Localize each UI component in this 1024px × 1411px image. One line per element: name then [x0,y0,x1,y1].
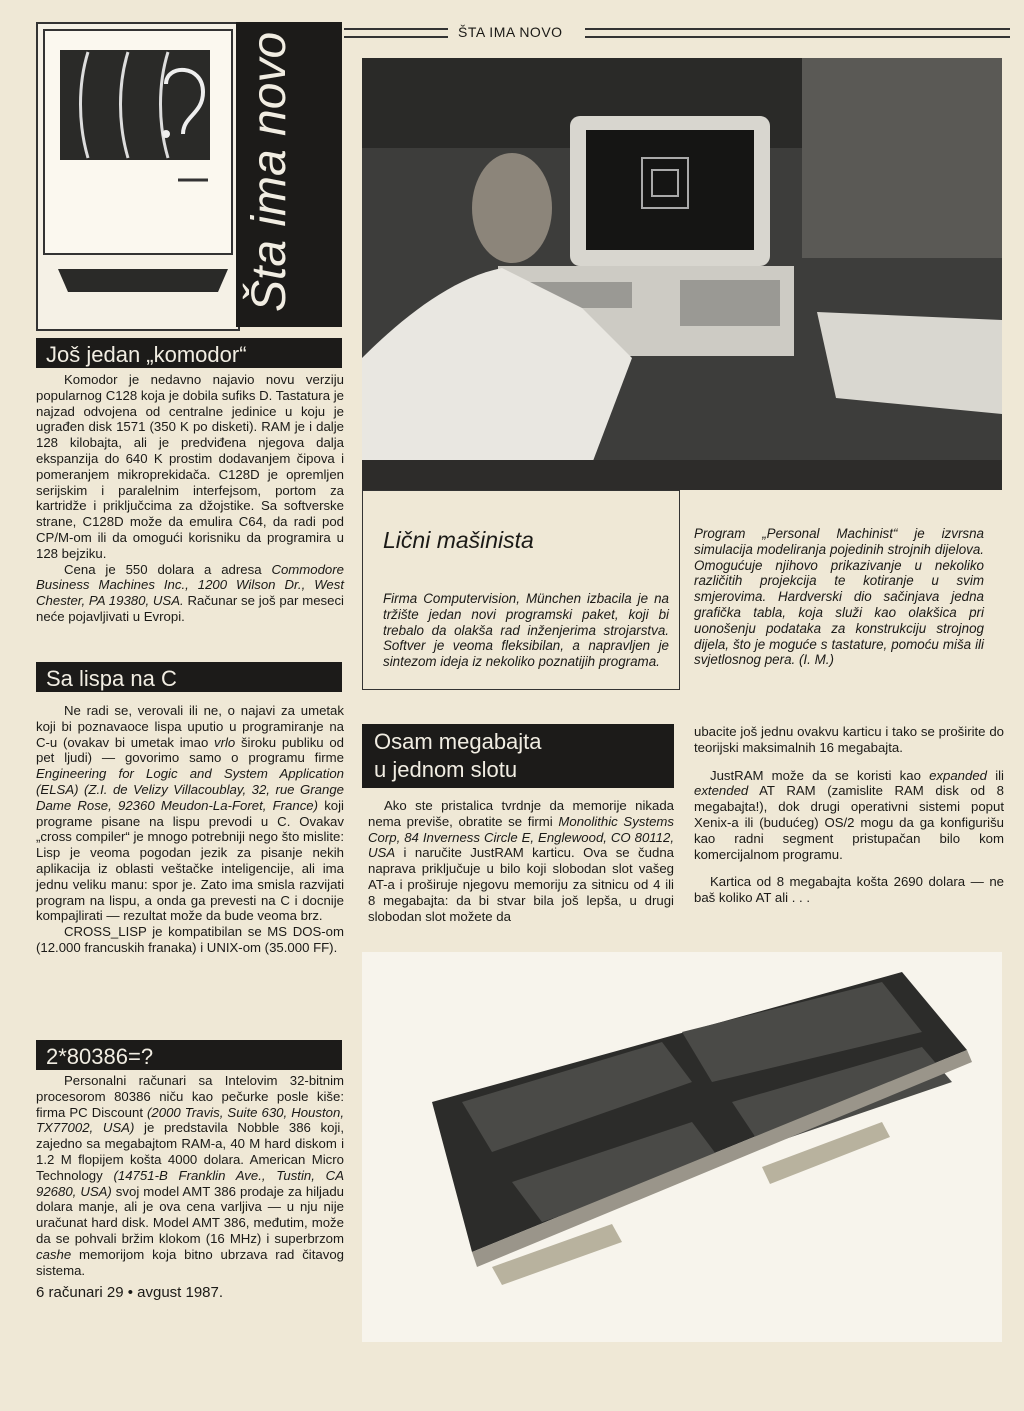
header-rule-left [344,28,448,38]
engineer-at-cad-terminal-image [362,58,1002,490]
machinist-left-text: Firma Computervision, München izbacila je na tržište jedan novi programski paket, koji bi trebalo da olakša rad inženjerima strojarstva. Softver je veoma fleksibilan, a napravljen je sintezom ideja iz nekoliko poznatijih programa. [383,591,669,670]
komodor-title: Još jedan „komodor“ [46,342,247,367]
computer-ear-icon [38,24,238,329]
machinist-caption-box [362,490,680,690]
komodor-body [36,372,344,625]
machinist-right-text: Program „Personal Machinist“ je izvrsna simulacija modeliranja pojedinih strojnih dijelova. Omogućuje njihovo prikazivanje u nekoliko različitih projekcija te kotiranje u svim smjerovima. Hardverski dio sačinjava jedna grafička tabla, koja služi kao olakšica pri uonošenju podataka za konstrukciju strojnog dijela, što je moguće s tastature, pomoću miša ili svjetlosnog pera. (I. M.) [694,526,984,668]
justram-title-line-2: u jednom slotu [374,757,518,782]
cpu386-title: 2*80386=? [46,1044,154,1069]
justram-heading [362,724,674,788]
computer-logo-illustration [36,22,240,331]
memory-card-photo [362,952,1002,1342]
lisp-paragraph: Ne radi se, verovali ili ne, o najavi za umetak koji bi poznavaoce lispa uputio u programiranje na C-u (ovakav bi umetak imao vrlo široku publiku od pet ljudi) — govorimo samo o programu firme Engineering for Logic and System Application (ELSA) (Z.I. de Velizy Villacoublay, 32, rue Grange Dame Rose, 92360 Meudon-La-Foret, France) koji programe pisane na lispu prevodi u C. Ovakav „cross compiler“ je mnogo potrebniji nego što mislite: Lisp je veoma pogodan jezik za pisanje nekih aplikacija iz oblasti veštačke inteligencije, ali ima jednu veliku manu: spor je. Zato ima smisla razvijati program na lispu, a onda ga prevesti na C i docnije kompajlirati — rezultat može da bude veoma brz. [36,703,344,924]
cpu386-paragraph: Personalni računari sa Intelovim 32-bitnim procesorom 80386 niču kao pečurke posle kiše: firma PC Discount (2000 Travis, Suite 630, Houston, TX77002, USA) je predstavila Nobble 386 koji, zajedno sa megabajtom RAM-a, 40 M hard diskom i 1.2 M flopijem košta 4000 dolara. American Micro Technology (14751-B Franklin Ave., Tustin, CA 92680, USA) svoj model AMT 386 prodaje za hiljadu dolara manje, ali je ova cena varljiva — u nju nije uračunat hard disk. Model AMT 386, međutim, može da se pohvali bržim klokom (16 MHz) i superbrzom cashe memorijom koja bitno ubrzava rad čitavog sistema. [36,1073,345,1278]
header-rule-right [585,28,1010,38]
cpu386-heading [36,1040,342,1070]
running-title: ŠTA IMA NOVO [452,24,569,40]
justram-body-right [694,724,1004,906]
justram-paragraph-2: ubacite još jednu ovakvu karticu i tako se proširite do teorijski maksimalnih 16 megabajta. [694,724,1004,755]
lisp-heading [36,662,342,692]
lisp-paragraph-compat: CROSS_LISP je kompatibilan se MS DOS-om (12.000 francuskih franaka) i UNIX-om (35.000 FF). [36,924,344,955]
page-folio: 6 računari 29 • avgust 1987. [36,1284,224,1301]
section-banner-title: Šta ima novo [243,31,296,312]
lisp-title: Sa lispa na C [46,666,177,691]
workstation-photo [362,58,1002,490]
ram-expansion-card-image [362,952,1002,1342]
justram-paragraph-4: Kartica od 8 megabajta košta 2690 dolara — ne baš koliko AT ali . . . [694,874,1004,906]
komodor-paragraph-price: Cena je 550 dolara a adresa Commodore Business Machines Inc., 1200 Wilson Dr., West Chester, PA 19380, USA. Računar se još par meseci neće pojavljivati u Evropi. [36,561,344,624]
cpu386-body [36,1073,344,1278]
komodor-heading [36,338,342,368]
justram-body-left [368,798,674,924]
justram-paragraph-3: JustRAM može da se koristi kao expanded ili extended AT RAM (zamislite RAM disk od 8 megabajta!), dok drugi operativni sistemi poput Xenix-a ili (budućeg) OS/2 mogu da ga konfigurišu kao radni segment pristupačan bilo kom komercijalnom programu. [694,767,1004,862]
justram-title-line-1: Osam megabajta [374,729,542,754]
machinist-title: Lični mašinista [383,527,534,553]
section-banner [236,22,342,327]
lisp-body [36,703,344,956]
komodor-paragraph: Komodor je nedavno najavio novu verziju popularnog C128 koja je dobila sufiks D. Tastatura je najzad odvojena od centralne jedinice u koju je ugrađen disk 1571 (350 K po disketi). RAM je i dalje 128 kilobajta, ali je predviđena njegova dalja ekspanzija do 640 K prostim dodavanjem čipova i pomeranjem mikroprekidača. C128D je opremljen serijskim i paralelnim interfejsom, portom za kartridže i priključcima za džojstike. Sa softverske strane, C128D može da emulira C64, da radi pod CP/M-om ili da omogući korisniku da programira u 128 bejziku. [36,372,344,561]
justram-paragraph-1: Ako ste pristalica tvrdnje da memorije nikada nema previše, obratite se firmi Monolithic Systems Corp, 84 Inverness Circle E, Englewood, CO 80112, USA i naručite JustRAM karticu. Ova se čudna naprava priključuje u bilo koji slobodan slot vašeg AT-a i proširuje njegovu memoriju za sitnicu od 4 ili 8 megabajta: da bi stvar bila još lepša, u drugi slobodan slot možete da [368,798,674,924]
